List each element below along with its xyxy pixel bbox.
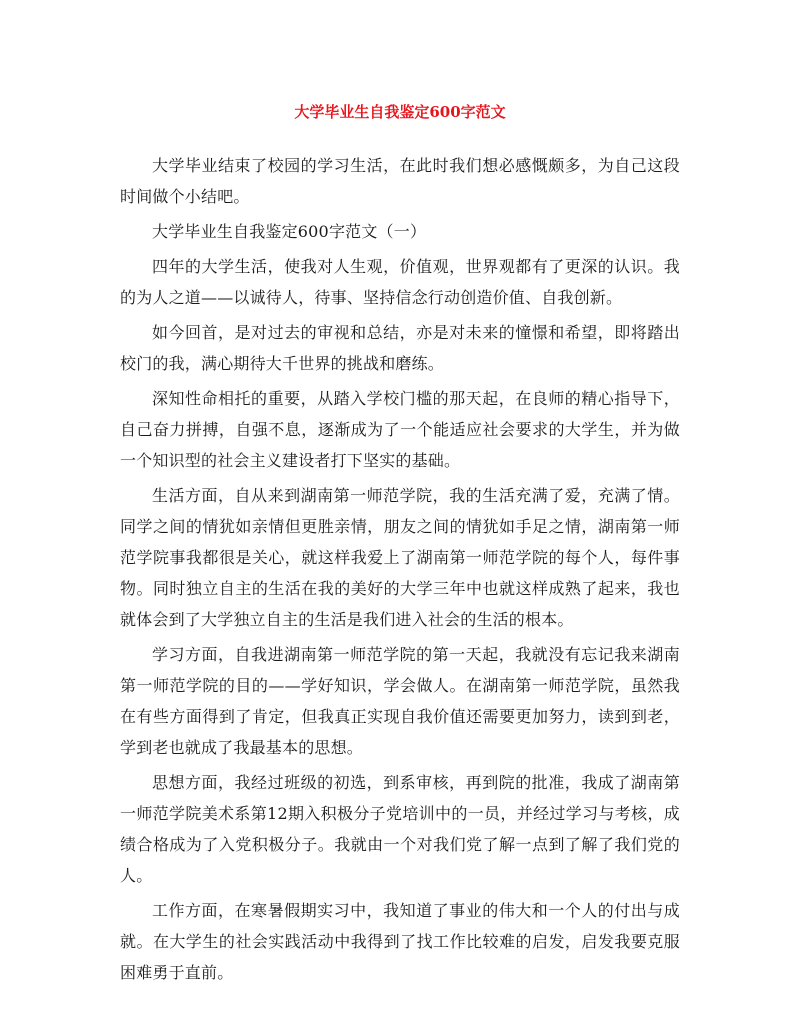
paragraph-work: 工作方面，在寒暑假期实习中，我知道了事业的伟大和一个人的付出与成就。在大学生的社会实践活动中我得到了找工作比较难的启发，启发我要克服困难勇于直前。 — [120, 901, 680, 982]
paragraph-outlook: 四年的大学生活，使我对人生观，价值观，世界观都有了更深的认识。我的为人之道——以诚待人，待事、坚持信念行动创造价值、自我创新。 — [120, 257, 680, 307]
paragraph-growth: 深知性命相托的重要，从踏入学校门槛的那天起，在良师的精心指导下，自己奋力拼搏，自强不息，逐渐成为了一个能适应社会要求的大学生，并为做一个知识型的社会主义建设者打下坚实的基础。 — [120, 389, 680, 470]
paragraph-reflection: 如今回首，是对过去的审视和总结，亦是对未来的憧憬和希望，即将踏出校门的我，满心期待大千世界的挑战和磨练。 — [120, 323, 680, 373]
paragraph-life: 生活方面，自从来到湖南第一师范学院，我的生活充满了爱，充满了情。同学之间的情犹如亲情但更胜亲情，朋友之间的情犹如手足之情，湖南第一师范学院事我都很是关心，就这样我爱上了湖南第一师范学院的每个人，每件事物。同时独立自主的生活在我的美好的大学三年中也就这样成熟了起来，我也就体会到了大学独立自主的生活是我们进入社会的生活的根本。 — [120, 486, 680, 629]
document-body — [120, 150, 680, 992]
paragraph-study: 学习方面，自我进湖南第一师范学院的第一天起，我就没有忘记我来湖南第一师范学院的目的——学好知识，学会做人。在湖南第一师范学院，虽然我在有些方面得到了肯定，但我真正实现自我价值还需要更加努力，读到到老，学到老也就成了我最基本的思想。 — [120, 645, 680, 757]
paragraph-intro: 大学毕业结束了校园的学习生活，在此时我们想必感慨颇多，为自己这段时间做个小结吧。 — [120, 156, 680, 206]
document-title: 大学毕业生自我鉴定600字范文 — [294, 103, 506, 121]
section-heading: 大学毕业生自我鉴定600字范文（一） — [152, 222, 427, 241]
paragraph-thought: 思想方面，我经过班级的初选，到系审核，再到院的批准，我成了湖南第一师范学院美术系第12期入积极分子党培训中的一员，并经过学习与考核，成绩合格成为了入党积极分子。我就由一个对我们党了解一点到了解了我们党的人。 — [120, 773, 680, 885]
